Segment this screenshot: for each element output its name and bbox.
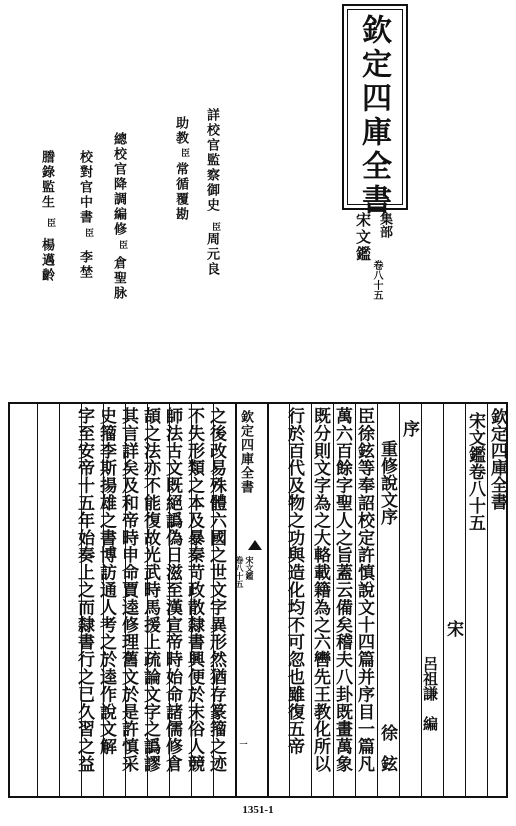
gutter-leaf-number: 一	[239, 740, 249, 748]
column-rule	[399, 404, 400, 796]
collection-title: 欽定四庫全書	[356, 14, 391, 218]
gutter-book-title: 宋文鑑	[245, 556, 255, 580]
gutter-rule	[267, 404, 269, 796]
gutter-volume: 卷八十五	[235, 556, 245, 588]
credit-proofreader-name: 周元良	[204, 232, 219, 277]
section-heading: 序	[399, 420, 419, 437]
gutter-rule	[235, 404, 237, 796]
page-book-volume: 宋文鑑卷八十五	[465, 412, 485, 531]
book-title: 宋文鑑	[354, 212, 372, 263]
credit-copyist-name: 楊邁齡	[39, 238, 54, 283]
column-rule	[421, 404, 422, 796]
page-author-name: 呂祖謙 編	[421, 656, 439, 731]
page-number: 1351-1	[242, 804, 274, 816]
credit-collator-name: 李埜	[77, 250, 92, 280]
column-rule	[59, 404, 60, 796]
text-line: 臣徐鉉等奉詔校定許慎說文十四篇并序目一篇凡	[354, 407, 374, 773]
page-header-title: 欽定四庫全書	[487, 408, 507, 510]
credit-proofreader-role: 詳校官監察御史	[204, 108, 219, 213]
gutter-fishtail-mark	[248, 540, 262, 550]
credit-copyist-mark: 臣	[45, 218, 55, 229]
column-rule	[443, 404, 444, 796]
credit-assistant-role: 助教	[173, 116, 188, 146]
text-line: 史籀李斯揚雄之書博訪通人考之於逵作說文解	[96, 407, 116, 755]
essay-author: 徐鉉	[377, 724, 397, 786]
text-line: 行於百代及物之功與造化均不可忽也雖復五帝	[284, 407, 304, 755]
credit-collator-role: 校對官中書	[77, 150, 92, 225]
text-line: 頡之法亦不能復故光武時馬援上疏論文字之譌謬	[140, 407, 160, 773]
credit-proofreader-mark: 臣	[210, 222, 220, 233]
text-line: 之後改易殊體六國之世文字異形然猶存篆籀之迹	[206, 407, 226, 773]
credit-copyist-role: 謄錄監生	[39, 150, 54, 210]
credit-chief-editor-role: 總校官降調編修	[111, 132, 126, 237]
gutter-title: 欽定四庫全書	[238, 410, 253, 494]
volume-number: 卷八十五	[371, 260, 382, 300]
title-label-box	[342, 4, 408, 218]
credit-collator-mark: 臣	[83, 228, 93, 239]
text-line: 萬六百餘字聖人之旨蓋云備矣稽夫八卦既畫萬象	[332, 407, 352, 773]
text-line: 不失形類之本及暴秦苛政散隸書興便於末俗人競	[184, 407, 204, 773]
credit-chief-editor-mark: 臣	[117, 240, 127, 251]
credit-assistant-mark: 臣	[179, 148, 189, 159]
text-line: 師法古文既絕譌偽日滋至漢宣帝時始命諸儒修倉	[162, 407, 182, 773]
collection-category: 集部	[377, 212, 392, 238]
column-rule	[37, 404, 38, 796]
credit-chief-editor-name: 倉聖脉	[111, 256, 126, 301]
page-author-dynasty: 宋	[443, 620, 463, 637]
text-line: 其言詳矣及和帝時申命賈逵修理舊文於是許慎采	[118, 407, 138, 773]
text-line: 字至安帝十五年始奏上之而隸書行之已久習之益	[74, 407, 94, 773]
credit-assistant-name: 常循覆勘	[173, 162, 188, 222]
text-line: 既分則文字為之大輅載籍為之六轡先王教化所以	[310, 407, 330, 773]
essay-title: 重修說文序	[377, 440, 397, 525]
